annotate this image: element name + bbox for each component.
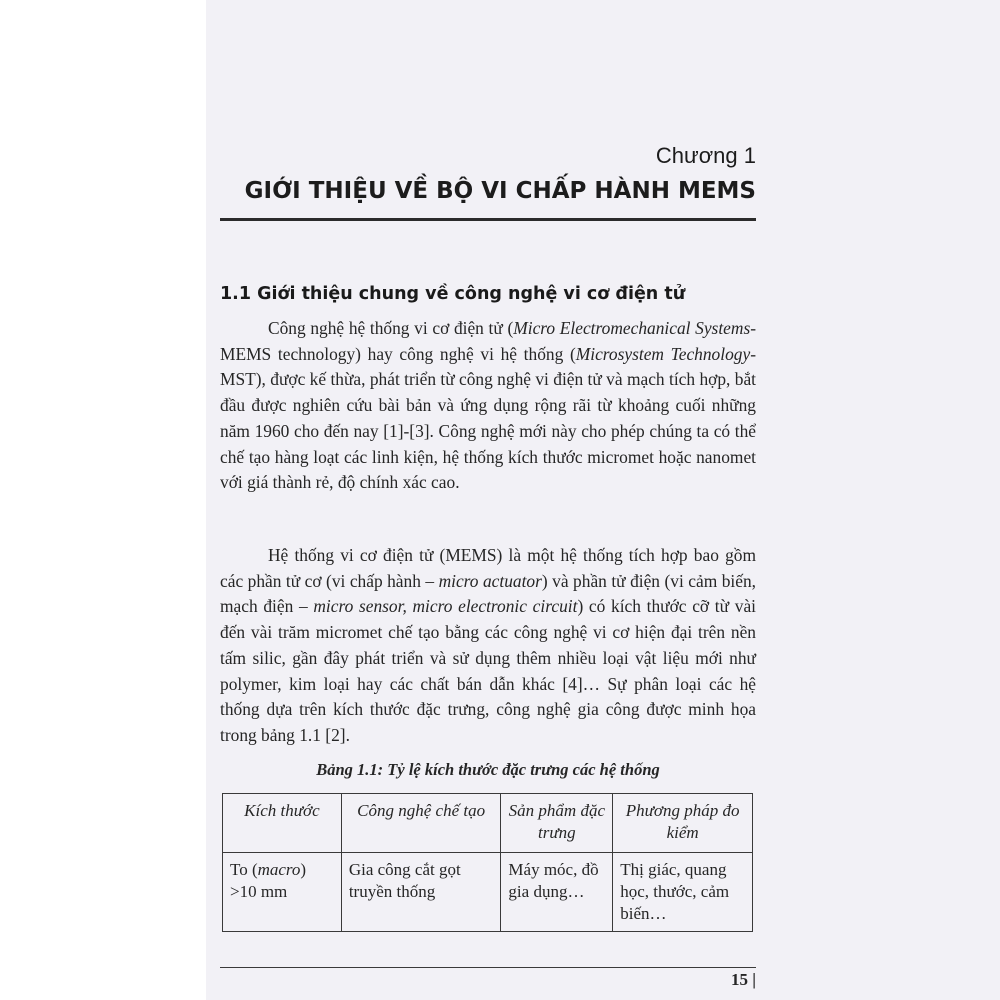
table-cell-tech: Gia công cắt gọt truyền thống	[341, 853, 501, 932]
paragraph-1-text-1: Công nghệ hệ thống vi cơ điện tử (	[268, 318, 514, 338]
paragraph-1-italic-1: Micro Electromechanical Systems	[513, 318, 751, 338]
page-number: 15 |	[731, 970, 756, 989]
paragraph-2-italic-2: micro sensor, micro electronic circuit	[313, 596, 578, 617]
chapter-label: Chương 1	[655, 143, 756, 168]
paragraph-1-text-2: -MEMS technology) hay công nghệ vi hệ thống (	[220, 318, 757, 364]
table-header-row	[223, 794, 753, 853]
paragraph-2	[220, 543, 756, 749]
table-cell-method: Thị giác, quang học, thước, cảm biến…	[613, 853, 753, 932]
table-row	[223, 853, 753, 932]
paragraph-1	[220, 316, 756, 496]
paragraph-2-italic-1: micro actuator	[438, 570, 542, 591]
paragraph-1-italic-2: Microsystem Technology	[575, 343, 751, 364]
table-header-cell: Sản phẩm đặc trưng	[501, 794, 613, 853]
size-italic: macro	[257, 860, 301, 879]
table-cell-size	[223, 853, 342, 932]
size-prefix: To (	[230, 860, 258, 879]
paragraph-2-text-1: Hệ thống vi cơ điện tử (MEMS) là một hệ thống tích hợp bao gồm các phần tử cơ (vi chấp hành –	[220, 545, 756, 591]
paragraph-1-text-3: -MST), được kế thừa, phát triển từ công nghệ vi điện tử và mạch tích hợp, bắt đầu được nghiên cứu bài bản và ứng dụng rộng rãi từ khoảng cuối những năm 1960 cho đến nay [1]-[3]. Công nghệ mới này cho phép chúng ta có thể chế tạo hàng loạt các linh kiện, hệ thống kích thước micromet hoặc nanomet với giá thành rẻ, độ chính xác cao.	[220, 343, 756, 493]
paragraph-2-text-2: ) và phần tử điện (vi cảm biến, mạch điện –	[220, 570, 756, 617]
chapter-title: GIỚI THIỆU VỀ BỘ VI CHẤP HÀNH MEMS	[244, 178, 756, 204]
table-caption: Bảng 1.1: Tỷ lệ kích thước đặc trưng các hệ thống	[316, 760, 660, 779]
footer-divider	[220, 967, 756, 968]
chapter-divider	[220, 218, 756, 221]
size-value: >10 mm	[230, 882, 288, 901]
table-header-cell: Phương pháp đo kiểm	[613, 794, 753, 853]
size-suffix: )	[300, 860, 307, 879]
table-header-cell: Kích thước	[223, 794, 342, 853]
table-cell-product: Máy móc, đồ gia dụng…	[501, 853, 613, 932]
table-header-cell: Công nghệ chế tạo	[341, 794, 501, 853]
section-heading: 1.1 Giới thiệu chung về công nghệ vi cơ điện tử	[220, 284, 686, 304]
paragraph-2-text-3: ) có kích thước cỡ từ vài đến vài trăm micromet chế tạo bằng các công nghệ vi cơ hiện đại trên nền tấm silic, gần đây phát triển và sử dụng thêm nhiều loại vật liệu mới như polymer, kim loại hay các chất bán dẫn khác [4]… Sự phân loại các hệ thống dựa trên kích thước đặc trưng, công nghệ gia công được minh họa trong bảng 1.1 [2].	[220, 596, 756, 745]
size-comparison-table	[222, 793, 753, 932]
